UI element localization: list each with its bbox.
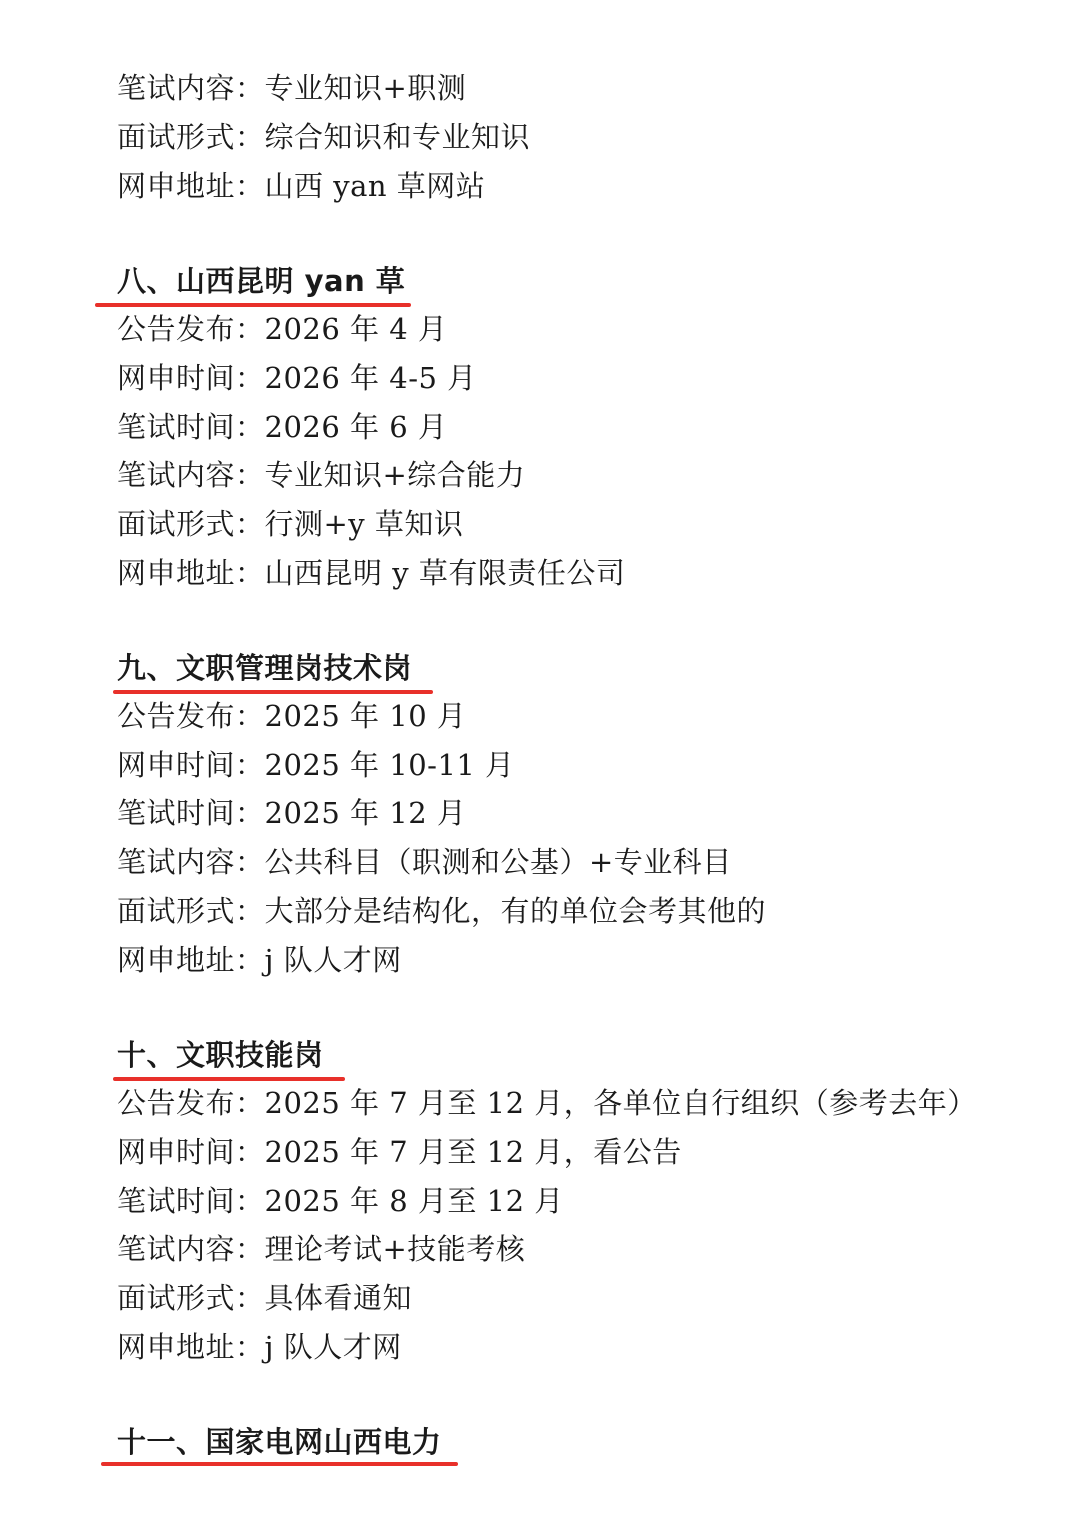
interview-format-line: 面试形式：综合知识和专业知识 xyxy=(117,120,531,154)
heading-underline xyxy=(101,1462,458,1466)
announcement-line: 公告发布：2026 年 4 月 xyxy=(117,312,448,346)
interview-format-line: 面试形式：行测+y 草知识 xyxy=(117,507,464,541)
apply-address-line: 网申地址：山西 yan 草网站 xyxy=(117,169,486,203)
exam-time-line: 笔试时间：2025 年 8 月至 12 月 xyxy=(117,1184,564,1218)
heading-underline xyxy=(95,303,411,307)
heading-underline xyxy=(113,690,433,694)
written-content-line: 笔试内容：理论考试+技能考核 xyxy=(117,1232,526,1266)
apply-address-line: 网申地址：j 队人才网 xyxy=(117,943,402,977)
written-content-line: 笔试内容：公共科目（职测和公基）+专业科目 xyxy=(117,845,732,879)
section-heading-10: 十、文职技能岗 xyxy=(117,1038,324,1072)
apply-time-line: 网申时间：2025 年 10-11 月 xyxy=(117,748,515,782)
written-content-line: 笔试内容：专业知识+综合能力 xyxy=(117,458,526,492)
exam-time-line: 笔试时间：2025 年 12 月 xyxy=(117,796,467,830)
apply-time-line: 网申时间：2025 年 7 月至 12 月，看公告 xyxy=(117,1135,682,1169)
apply-address-line: 网申地址：j 队人才网 xyxy=(117,1330,402,1364)
announcement-line: 公告发布：2025 年 7 月至 12 月，各单位自行组织（参考去年） xyxy=(117,1086,977,1120)
heading-underline xyxy=(113,1077,345,1081)
section-heading-8: 八、山西昆明 yan 草 xyxy=(117,264,406,298)
apply-address-line: 网申地址：山西昆明 y 草有限责任公司 xyxy=(117,556,626,590)
section-heading-11: 十一、国家电网山西电力 xyxy=(117,1425,442,1459)
section-heading-9: 九、文职管理岗技术岗 xyxy=(117,651,413,685)
exam-time-line: 笔试时间：2026 年 6 月 xyxy=(117,410,448,444)
interview-format-line: 面试形式：具体看通知 xyxy=(117,1281,413,1315)
announcement-line: 公告发布：2025 年 10 月 xyxy=(117,699,467,733)
apply-time-line: 网申时间：2026 年 4-5 月 xyxy=(117,361,477,395)
interview-format-line: 面试形式：大部分是结构化，有的单位会考其他的 xyxy=(117,894,767,928)
written-content-line: 笔试内容：专业知识+职测 xyxy=(117,71,467,105)
